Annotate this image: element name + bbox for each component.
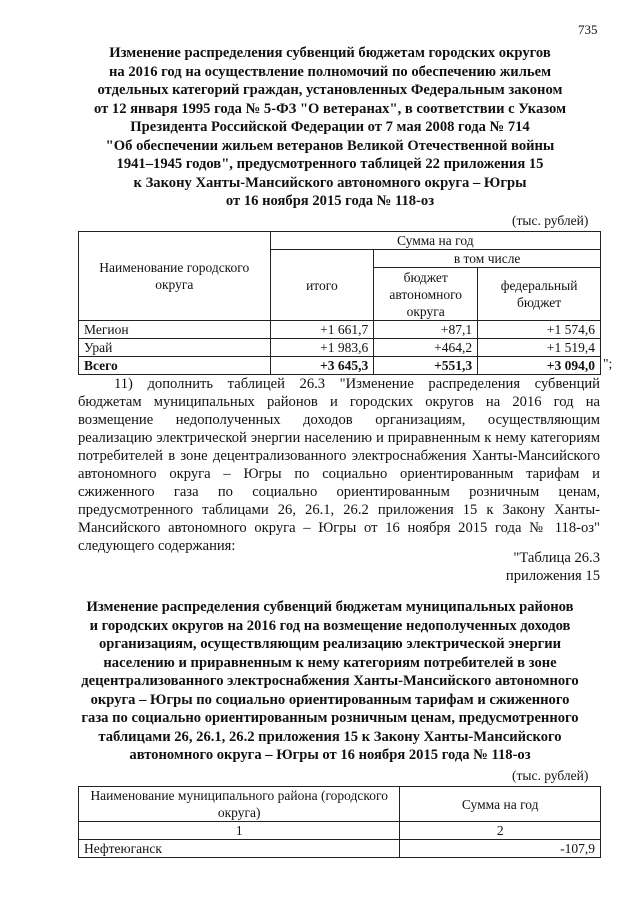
table-veterans-housing xyxy=(78,231,601,375)
header-fed-budget: федеральный бюджет xyxy=(478,268,601,321)
paragraph-line: Мансийского автономного округа – Югры от 16 ноября 2015 года № 118-оз" xyxy=(78,520,600,536)
paragraph-line: потребителей в зоне децентрализованного электроснабжения Ханты-Мансийского xyxy=(78,448,600,464)
title-line: к Закону Ханты-Мансийского автономного округа – Югры xyxy=(133,174,527,191)
title-line: таблицами 26, 26.1, 26.2 приложения 15 к Закону Ханты-Мансийского xyxy=(98,728,562,745)
title-line: Изменение распределения субвенций бюджетам муниципальных районов xyxy=(86,599,574,615)
paragraph-line: автономного округа – Югры по социально ориентированным тарифам и xyxy=(78,466,600,482)
title-line: отдельных категорий граждан, установленных Федеральным законом xyxy=(97,82,563,98)
column-number: 2 xyxy=(400,822,601,840)
units-label: (тыс. рублей) xyxy=(512,768,589,783)
title-line: на 2016 год на осуществление полномочий по обеспечению жильем xyxy=(108,63,552,80)
paragraph-line: предусмотренного таблицами 26, 26.1, 26.2 приложения 15 к Закону Ханты- xyxy=(78,502,600,518)
total-name: Всего xyxy=(79,357,271,375)
title-table-22-change xyxy=(60,44,600,211)
title-line: 1941–1945 годов", предусмотренного таблицей 22 приложения 15 xyxy=(116,156,544,172)
table-ref-line: приложения 15 xyxy=(505,568,600,584)
title-line: организациям, осуществляющим реализацию электрической энергии xyxy=(98,636,562,652)
column-number: 1 xyxy=(79,822,400,840)
paragraph-line: бюджетам муниципальных районов и городских округов на 2016 год на xyxy=(78,394,600,410)
table-row xyxy=(79,321,601,339)
title-line: населению и приравненным к нему категориям потребителей в зоне xyxy=(103,654,557,671)
paragraph-line: возмещение недополученных доходов организациям, осуществляющим xyxy=(78,412,600,428)
header-total: итого xyxy=(270,250,374,321)
title-line: Изменение распределения субвенций бюджетам городских округов xyxy=(109,45,551,61)
table-electricity-subventions xyxy=(78,786,601,858)
row-fed: +1 519,4 xyxy=(478,339,601,357)
table-reference xyxy=(440,549,600,585)
total-row xyxy=(79,357,601,375)
title-line: округа – Югры по социально ориентированным тарифам и сжиженного xyxy=(90,691,570,708)
row-ao: +464,2 xyxy=(374,339,478,357)
row-fed: +1 574,6 xyxy=(478,321,601,339)
header-annual-sum: Сумма на год xyxy=(270,232,600,250)
header-annual-sum: Сумма на год xyxy=(400,787,601,822)
row-name: Нефтеюганск xyxy=(79,840,400,858)
row-value: -107,9 xyxy=(400,840,601,858)
page-number: 735 xyxy=(578,22,598,37)
title-line: газа по социально ориентированным розничным ценам, предусмотренного xyxy=(81,710,579,726)
paragraph-line: реализацию электрической энергии населению и приравненным к нему категориям xyxy=(78,430,600,446)
total-ao: +551,3 xyxy=(374,357,478,375)
row-total: +1 661,7 xyxy=(270,321,374,339)
amendment-paragraph xyxy=(78,375,600,555)
title-table-26-3 xyxy=(60,598,600,765)
total-total: +3 645,3 xyxy=(270,357,374,375)
paragraph-line: следующего содержания: xyxy=(78,538,236,554)
table-row xyxy=(79,339,601,357)
row-ao: +87,1 xyxy=(374,321,478,339)
table-closing-quote: "; xyxy=(603,356,613,371)
header-district-name: Наименование муниципального района (городского округа) xyxy=(79,787,400,822)
units-label: (тыс. рублей) xyxy=(512,213,589,228)
paragraph-line: 11) дополнить таблицей 26.3 "Изменение распределения субвенций xyxy=(114,376,600,392)
title-line: от 12 января 1995 года № 5-ФЗ "О ветеранах", в соответствии с Указом xyxy=(93,100,567,117)
header-ao-budget: бюджет автономного округа xyxy=(374,268,478,321)
table-ref-line: "Таблица 26.3 xyxy=(513,550,600,566)
total-fed: +3 094,0 xyxy=(478,357,601,375)
row-total: +1 983,6 xyxy=(270,339,374,357)
row-name: Урай xyxy=(79,339,271,357)
table-row xyxy=(79,840,601,858)
title-line: Президента Российской Федерации от 7 мая 2008 года № 714 xyxy=(130,119,530,135)
header-district-name: Наименование городского округа xyxy=(79,232,271,321)
title-line: автономного округа – Югры от 16 ноября 2015 года № 118-оз xyxy=(129,747,531,763)
paragraph-line: сжиженного газа по социально ориентированным розничным ценам, xyxy=(78,484,600,500)
header-including: в том числе xyxy=(374,250,601,268)
title-line: децентрализованного электроснабжения Ханты-Мансийского автономного xyxy=(81,673,579,689)
title-line: от 16 ноября 2015 года № 118-оз xyxy=(225,193,435,209)
title-line: "Об обеспечении жильем ветеранов Великой Отечественной войны xyxy=(105,137,555,154)
title-line: и городских округов на 2016 год на возмещение недополученных доходов xyxy=(89,617,571,634)
row-name: Мегион xyxy=(79,321,271,339)
